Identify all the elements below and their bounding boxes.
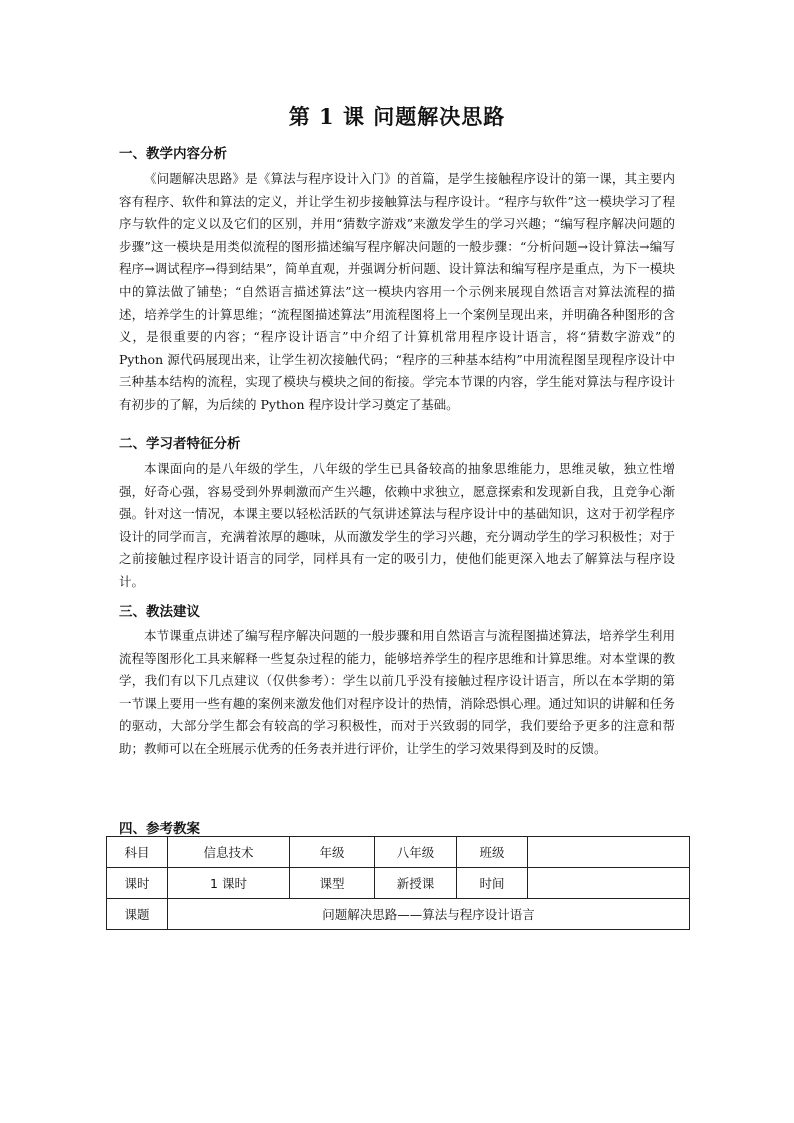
table-cell-topic-label: 课题 [107, 899, 168, 930]
section-paragraph-learner-analysis: 本课面向的是八年级的学生，八年级的学生已具备较高的抽象思维能力，思维灵敏，独立性增强，好奇心强，容易受到外界刺激而产生兴趣，依赖中求独立，愿意探索和发现新自我，且竞争心渐强。针对这一情况，本课主要以轻松活跃的气氛讲述算法与程序设计中的基础知识，这对于初学程序设计的同学而言，充满着浓厚的趣味，从而激发学生的学习兴趣，充分调动学生的学习积极性；对于之前接触过程序设计语言的同学，同样具有一定的吸引力，使他们能更深入地去了解算法与程序设计。 [119, 461, 675, 589]
table-row [107, 837, 690, 868]
table-cell-period-value: 1 课时 [168, 868, 290, 899]
table-cell-grade-label: 年级 [290, 837, 375, 868]
table-cell-class-value [528, 837, 690, 868]
section-heading-content-analysis: 一、教学内容分析 [119, 146, 227, 162]
table-row [107, 868, 690, 899]
section-heading-reference-plan: 四、参考教案 [119, 821, 200, 837]
section-paragraph-content-analysis: 《问题解决思路》是《算法与程序设计入门》的首篇，是学生接触程序设计的第一课，其主要内容有程序、软件和算法的定义，并让学生初步接触算法与程序设计。“程序与软件”这一模块学习了程序与软件的定义以及它们的区别，并用“猜数字游戏”来激发学生的学习兴趣；“编写程序解决问题的步骤”这一模块是用类似流程的图形描述编写程序解决问题的一般步骤：“分析问题→设计算法→编写程序→调试程序→得到结果”，简单直观，并强调分析问题、设计算法和编写程序是重点，为下一模块中的算法做了铺垫；“自然语言描述算法”这一模块内容用一个示例来展现自然语言对算法流程的描述，培养学生的计算思维；“流程图描述算法”用流程图将上一个案例呈现出来，并明确各种图形的含义，是很重要的内容；“程序设计语言”中介绍了计算机常用程序设计语言，将“猜数字游戏”的 Python 源代码展现出来，让学生初次接触代码；“程序的三种基本结构”中用流程图呈现程序设计中三种基本结构的流程，实现了模块与模块之间的衔接。学完本节课的内容，学生能对算法与程序设计有初步的了解，为后续的 Python 程序设计学习奠定了基础。 [119, 171, 675, 412]
table-cell-subject-value: 信息技术 [168, 837, 290, 868]
section-heading-teaching-suggestions: 三、教法建议 [119, 604, 200, 620]
table-cell-topic-value: 问题解决思路——算法与程序设计语言 [168, 899, 690, 930]
table-cell-subject-label: 科目 [107, 837, 168, 868]
table-cell-period-label: 课时 [107, 868, 168, 899]
table-cell-time-label: 时间 [457, 868, 528, 899]
table-cell-type-label: 课型 [290, 868, 375, 899]
table-cell-grade-value: 八年级 [375, 837, 457, 868]
table-cell-type-value: 新授课 [375, 868, 457, 899]
table-cell-time-value [528, 868, 690, 899]
table-cell-class-label: 班级 [457, 837, 528, 868]
page-title: 第 1 课 问题解决思路 [288, 104, 506, 129]
section-paragraph-teaching-suggestions: 本节课重点讲述了编写程序解决问题的一般步骤和用自然语言与流程图描述算法，培养学生利用流程等图形化工具来解释一些复杂过程的能力，能够培养学生的程序思维和计算思维。对本堂课的教学，我们有以下几点建议（仅供参考）：学生以前几乎没有接触过程序设计语言，所以在本学期的第一节课上要用一些有趣的案例来激发他们对程序设计的热情，消除恐惧心理。通过知识的讲解和任务的驱动，大部分学生都会有较高的学习积极性，而对于兴致弱的同学，我们要给予更多的注意和帮助；教师可以在全班展示优秀的任务表并进行评价，让学生的学习效果得到及时的反馈。 [119, 628, 675, 756]
lesson-plan-table [106, 836, 690, 930]
table-row [107, 899, 690, 930]
section-heading-learner-analysis: 二、学习者特征分析 [119, 436, 241, 452]
